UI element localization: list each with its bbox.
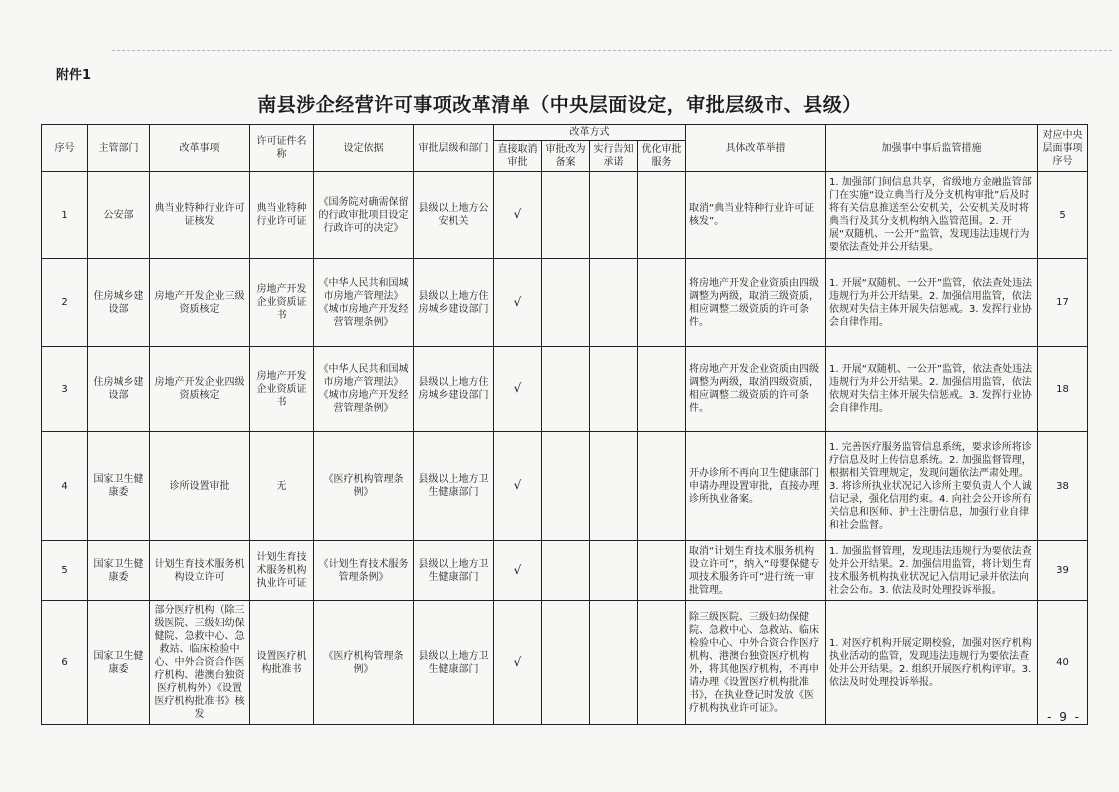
row-no: 2 xyxy=(42,259,88,347)
row-dept: 国家卫生健康委 xyxy=(88,541,150,601)
row-dept: 住房城乡建设部 xyxy=(88,347,150,432)
attachment-label: 附件1 xyxy=(56,68,92,83)
row-central-no: 39 xyxy=(1038,541,1088,601)
row-cert: 典当业特种行业许可证 xyxy=(250,172,314,259)
top-dashed-rule xyxy=(112,50,1112,51)
row-supervision: 1. 对医疗机构开展定期校验，加强对医疗机构执业活动的监管，发现违法违规行为要依法查处并公开结果。2. 组织开展医疗机构评审。3. 依法及时处理投诉举报。 xyxy=(826,601,1038,725)
row-level: 县级以上地方卫生健康部门 xyxy=(414,432,494,541)
empty-mode-cell xyxy=(542,541,590,601)
row-supervision: 1. 开展“双随机、一公开”监管，依法查处违法违规行为并公开结果。2. 加强信用监管，依法依规对失信主体开展失信惩戒。3. 发挥行业协会自律作用。 xyxy=(826,347,1038,432)
table-body xyxy=(42,172,1088,725)
reform-list-table xyxy=(41,124,1088,725)
row-cert: 计划生育技术服务机构执业许可证 xyxy=(250,541,314,601)
row-level: 县级以上地方公安机关 xyxy=(414,172,494,259)
row-level: 县级以上地方住房城乡建设部门 xyxy=(414,259,494,347)
check-mark-icon: √ xyxy=(494,259,542,347)
row-central-no: 18 xyxy=(1038,347,1088,432)
row-no: 6 xyxy=(42,601,88,725)
empty-mode-cell xyxy=(638,347,686,432)
row-basis: 《国务院对确需保留的行政审批项目设定行政许可的决定》 xyxy=(314,172,414,259)
table-header-row xyxy=(42,125,1088,141)
row-item: 房地产开发企业四级资质核定 xyxy=(150,347,250,432)
row-basis: 《医疗机构管理条例》 xyxy=(314,601,414,725)
row-measures: 除三级医院、三级妇幼保健院、急救中心、急救站、临床检验中心、中外合资合作医疗机构、港澳台独资医疗机构外，将其他医疗机构，不再申请办理《设置医疗机构批准书》，在执业登记时发放《医疗机构执业许可证》。 xyxy=(686,601,826,725)
empty-mode-cell xyxy=(542,347,590,432)
table-row xyxy=(42,432,1088,541)
row-supervision: 1. 加强部门间信息共享，省级地方金融监管部门在实施“设立典当行及分支机构审批”后及时将有关信息推送至公安机关，公安机关及时将典当行及其分支机构纳入监管范围。2. 开展“双随机、一公开”监管，发现违法违规行为要依法查处并公开结果。 xyxy=(826,172,1038,259)
row-cert: 无 xyxy=(250,432,314,541)
row-supervision: 1. 完善医疗服务监管信息系统，要求诊所将诊疗信息及时上传信息系统。2. 加强监督管理，根据相关管理规定，发现问题依法严肃处理。3. 将诊所执业状况记入诊所主要负责人个人诚信记录，强化信用约束。4. 向社会公开诊所有关信息和医师、护士注册信息，加强行业自律和社会监督。 xyxy=(826,432,1038,541)
row-measures: 取消“计划生育技术服务机构设立许可”，纳入“母婴保健专项技术服务许可”进行统一审批管理。 xyxy=(686,541,826,601)
header-supervision: 加强事中事后监管措施 xyxy=(826,125,1038,172)
row-item: 房地产开发企业三级资质核定 xyxy=(150,259,250,347)
header-mode-cancel: 直接取消审批 xyxy=(494,141,542,172)
empty-mode-cell xyxy=(638,172,686,259)
empty-mode-cell xyxy=(590,541,638,601)
empty-mode-cell xyxy=(590,601,638,725)
empty-mode-cell xyxy=(542,259,590,347)
check-mark-icon: √ xyxy=(494,172,542,259)
check-mark-icon: √ xyxy=(494,347,542,432)
row-supervision: 1. 开展“双随机、一公开”监管，依法查处违法违规行为并公开结果。2. 加强信用监管，依法依规对失信主体开展失信惩戒。3. 发挥行业协会自律作用。 xyxy=(826,259,1038,347)
empty-mode-cell xyxy=(590,347,638,432)
document-title: 南县涉企经营许可事项改革清单（中央层面设定，审批层级市、县级） xyxy=(257,94,862,116)
check-mark-icon: √ xyxy=(494,601,542,725)
row-dept: 住房城乡建设部 xyxy=(88,259,150,347)
empty-mode-cell xyxy=(590,432,638,541)
row-central-no: 40 xyxy=(1038,601,1088,725)
header-dept: 主管部门 xyxy=(88,125,150,172)
header-item: 改革事项 xyxy=(150,125,250,172)
header-mode-filing: 审批改为备案 xyxy=(542,141,590,172)
row-central-no: 17 xyxy=(1038,259,1088,347)
header-level: 审批层级和部门 xyxy=(414,125,494,172)
row-supervision: 1. 加强监督管理，发现违法违规行为要依法查处并公开结果。2. 加强信用监管，将计划生育技术服务机构执业状况记入信用记录并依法向社会公布。3. 依法及时处理投诉举报。 xyxy=(826,541,1038,601)
header-cert: 许可证件名称 xyxy=(250,125,314,172)
row-measures: 将房地产开发企业资质由四级调整为两级，取消四级资质，相应调整二级资质的许可条件。 xyxy=(686,347,826,432)
row-level: 县级以上地方卫生健康部门 xyxy=(414,541,494,601)
row-basis: 《医疗机构管理条例》 xyxy=(314,432,414,541)
row-no: 4 xyxy=(42,432,88,541)
check-mark-icon: √ xyxy=(494,541,542,601)
empty-mode-cell xyxy=(638,259,686,347)
row-basis: 《中华人民共和国城市房地产管理法》《城市房地产开发经营管理条例》 xyxy=(314,259,414,347)
table-row xyxy=(42,259,1088,347)
page-number: - 9 - xyxy=(1047,710,1081,724)
row-measures: 将房地产开发企业资质由四级调整为两级，取消三级资质，相应调整二级资质的许可条件。 xyxy=(686,259,826,347)
row-central-no: 38 xyxy=(1038,432,1088,541)
empty-mode-cell xyxy=(638,541,686,601)
empty-mode-cell xyxy=(542,432,590,541)
empty-mode-cell xyxy=(542,601,590,725)
row-measures: 取消“典当业特种行业许可证核发”。 xyxy=(686,172,826,259)
row-item: 部分医疗机构（除三级医院、三级妇幼保健院、急救中心、急救站、临床检验中心、中外合资合作医疗机构、港澳台独资医疗机构外）《设置医疗机构批准书》核发 xyxy=(150,601,250,725)
row-no: 1 xyxy=(42,172,88,259)
row-item: 典当业特种行业许可证核发 xyxy=(150,172,250,259)
empty-mode-cell xyxy=(638,601,686,725)
table-row xyxy=(42,347,1088,432)
row-dept: 国家卫生健康委 xyxy=(88,601,150,725)
row-dept: 国家卫生健康委 xyxy=(88,432,150,541)
table-row xyxy=(42,541,1088,601)
row-cert: 设置医疗机构批准书 xyxy=(250,601,314,725)
header-no: 序号 xyxy=(42,125,88,172)
row-no: 5 xyxy=(42,541,88,601)
row-item: 诊所设置审批 xyxy=(150,432,250,541)
table-row xyxy=(42,172,1088,259)
empty-mode-cell xyxy=(590,172,638,259)
header-central-no: 对应中央层面事项序号 xyxy=(1038,125,1088,172)
table-row xyxy=(42,601,1088,725)
header-basis: 设定依据 xyxy=(314,125,414,172)
row-cert: 房地产开发企业资质证书 xyxy=(250,347,314,432)
row-basis: 《计划生育技术服务管理条例》 xyxy=(314,541,414,601)
row-dept: 公安部 xyxy=(88,172,150,259)
row-cert: 房地产开发企业资质证书 xyxy=(250,259,314,347)
row-no: 3 xyxy=(42,347,88,432)
header-mode-optimize: 优化审批服务 xyxy=(638,141,686,172)
header-mode-notice: 实行告知承诺 xyxy=(590,141,638,172)
check-mark-icon: √ xyxy=(494,432,542,541)
row-level: 县级以上地方住房城乡建设部门 xyxy=(414,347,494,432)
header-measures: 具体改革举措 xyxy=(686,125,826,172)
empty-mode-cell xyxy=(638,432,686,541)
row-basis: 《中华人民共和国城市房地产管理法》《城市房地产开发经营管理条例》 xyxy=(314,347,414,432)
row-level: 县级以上地方卫生健康部门 xyxy=(414,601,494,725)
row-measures: 开办诊所不再向卫生健康部门申请办理设置审批，直接办理诊所执业备案。 xyxy=(686,432,826,541)
empty-mode-cell xyxy=(542,172,590,259)
empty-mode-cell xyxy=(590,259,638,347)
row-central-no: 5 xyxy=(1038,172,1088,259)
header-reform-mode: 改革方式 xyxy=(494,125,686,141)
row-item: 计划生育技术服务机构设立许可 xyxy=(150,541,250,601)
